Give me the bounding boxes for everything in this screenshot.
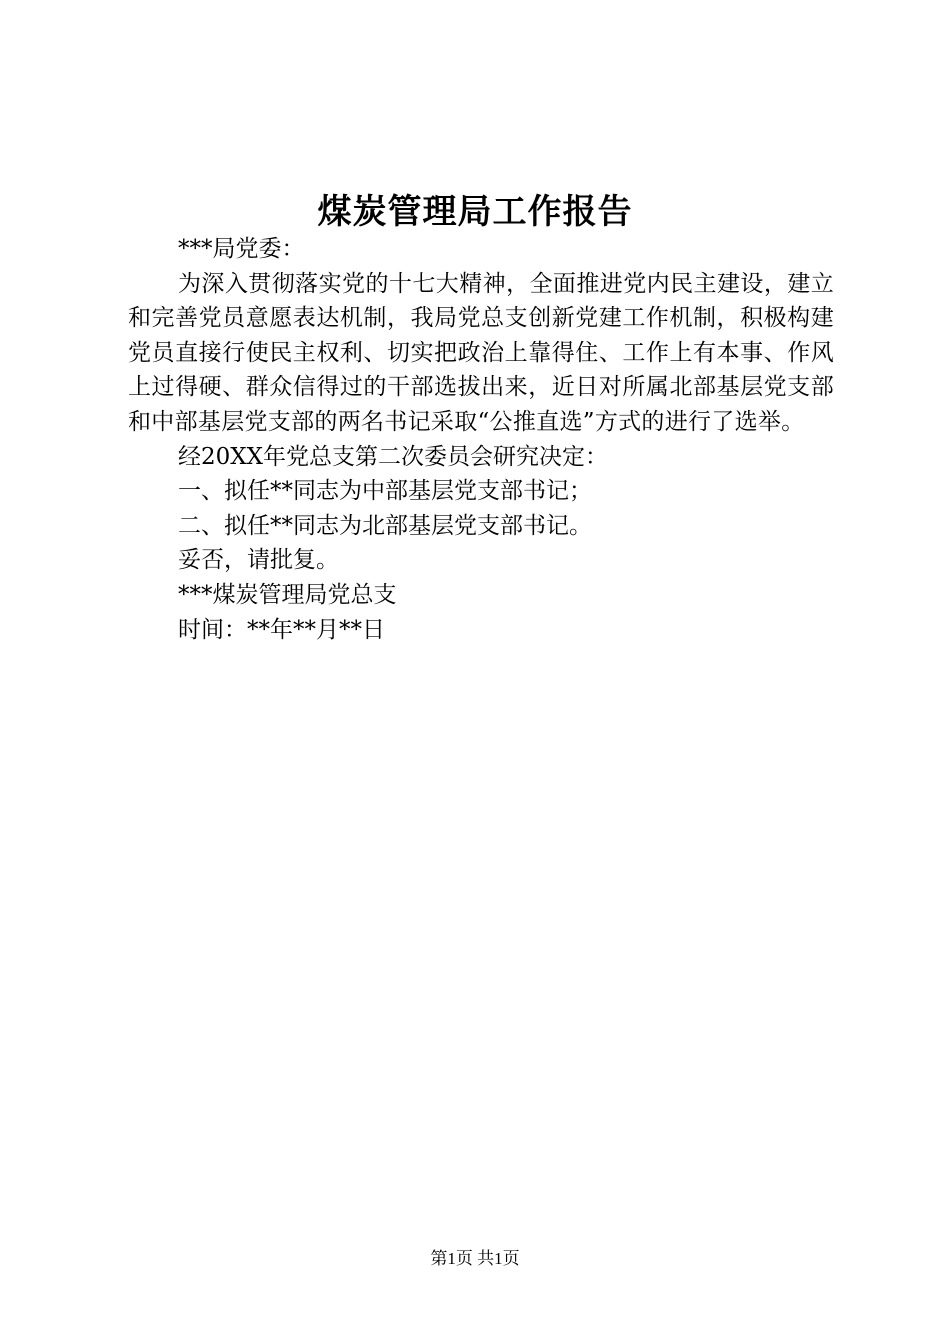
closing-line: 妥否，请批复。 xyxy=(178,547,339,574)
decision-item-1: 一、拟任**同志为中部基层党支部书记； xyxy=(178,478,592,505)
date-line: 时间：**年**月**日 xyxy=(178,616,385,643)
salutation: ***局党委： xyxy=(178,236,305,262)
document-body xyxy=(128,232,834,647)
page-indicator: 第1页 共1页 xyxy=(430,1249,520,1268)
document-title: 煤炭管理局工作报告 xyxy=(317,192,633,232)
decision-item-2: 二、拟任**同志为北部基层党支部书记。 xyxy=(178,512,592,539)
decision-intro: 经20XX年党总支第二次委员会研究决定： xyxy=(178,443,609,470)
body-paragraph: 为深入贯彻落实党的十七大精神，全面推进党内民主建设，建立和完善党员意愿表达机制，我局党总支创新党建工作机制，积极构建党员直接行使民主权利、切实把政治上靠得住、工作上有本事、作风上过得硬、群众信得过的干部选拔出来，近日对所属北部基层党支部和中部基层党支部的两名书记采取“公推直选”方式的进行了选举。 xyxy=(128,270,834,435)
signature: ***煤炭管理局党总支 xyxy=(178,581,397,608)
